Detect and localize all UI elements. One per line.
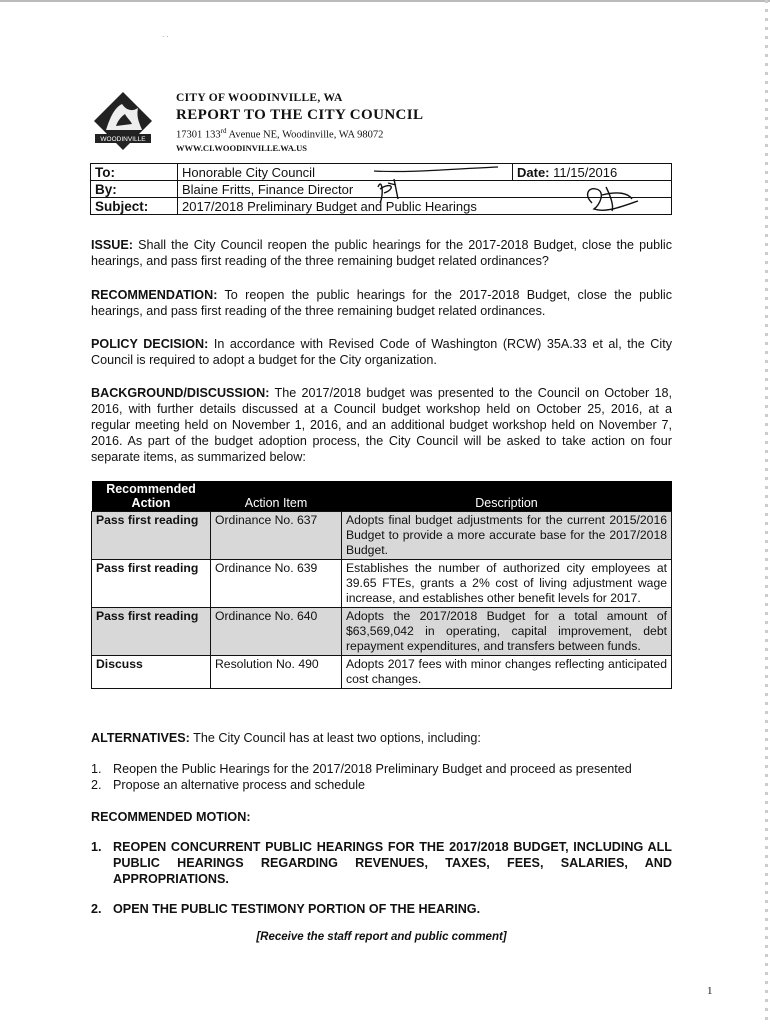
- motion-text: REOPEN CONCURRENT PUBLIC HEARINGS FOR THE 2017/2018 BUDGET, INCLUDING ALL PUBLIC HEARINGS REGARDING REVENUES, TAXES, FEES, SALARIES, AND APPROPRIATIONS.: [113, 840, 672, 886]
- alternative-text: Reopen the Public Hearings for the 2017/2018 Preliminary Budget and proceed as presented: [113, 762, 632, 776]
- recommendation-text: To reopen the public hearings for the 2017-2018 Budget, close the public hearings, and pass first reading of the three remaining budget related ordinances.: [91, 288, 672, 318]
- list-item: 2. OPEN THE PUBLIC TESTIMONY PORTION OF THE HEARING.: [91, 902, 481, 916]
- table-row: [92, 560, 672, 608]
- date-value: 11/15/2016: [553, 164, 618, 180]
- city-name: CITY OF WOODINVILLE, WA: [176, 92, 343, 104]
- policy-paragraph: [91, 336, 672, 368]
- row-item: Ordinance No. 637: [211, 512, 342, 560]
- alternatives-label: ALTERNATIVES:: [91, 731, 190, 745]
- row-action: Pass first reading: [92, 512, 211, 560]
- table-row: [92, 512, 672, 560]
- date-label: Date:: [517, 164, 550, 180]
- motion-text: OPEN THE PUBLIC TESTIMONY PORTION OF THE HEARING.: [113, 902, 481, 916]
- alternatives-intro: The City Council has at least two options, including:: [193, 731, 481, 745]
- city-website: WWW.CI.WOODINVILLE.WA.US: [176, 142, 307, 153]
- background-text: The 2017/2018 budget was presented to the Council on October 18, 2016, with further details discussed at a Council budget workshop held on October 25, 2016, at a regular meeting held on November 1, 2016, and an additional budget workshop held on November 7, 2016. As part of the budget adoption process, the City Council will be asked to take action on four separate items, as summarized below:: [91, 386, 672, 464]
- city-address: 17301 133rd Avenue NE, Woodinville, WA 98072: [176, 127, 384, 141]
- scan-edge: [765, 0, 768, 1024]
- recommendation-paragraph: [91, 287, 672, 319]
- motion-label: RECOMMENDED MOTION:: [91, 810, 251, 824]
- row-item: Resolution No. 490: [211, 656, 342, 689]
- city-logo-icon: [92, 90, 154, 152]
- motion-list: [91, 839, 672, 917]
- policy-text: In accordance with Revised Code of Washington (RCW) 35A.33 et al, the City Council is required to adopt a budget for the City organization.: [91, 337, 672, 367]
- background-paragraph: [91, 385, 672, 465]
- handwritten-initials-icon: [370, 165, 670, 225]
- scan-top-line: [0, 0, 770, 2]
- list-item: 2. Propose an alternative process and schedule: [91, 778, 366, 792]
- alternatives-list: [91, 761, 672, 793]
- page-number: 1: [707, 985, 713, 997]
- table-row: [92, 608, 672, 656]
- subject-label: Subject:: [91, 198, 178, 215]
- row-action: Pass first reading: [92, 560, 211, 608]
- subject-value: 2017/2018 Preliminary Budget and Public Hearings: [178, 198, 672, 215]
- row-description: Adopts final budget adjustments for the current 2015/2016 Budget to provide a more accurate base for the 2017/2018 Budget.: [342, 512, 672, 560]
- alternatives-paragraph: [91, 730, 672, 746]
- staff-report-note: [Receive the staff report and public comment]: [256, 931, 507, 943]
- list-item: 1. REOPEN CONCURRENT PUBLIC HEARINGS FOR THE 2017/2018 BUDGET, INCLUDING ALL PUBLIC HEARINGS REGARDING REVENUES, TAXES, FEES, SALARIES, AND APPROPRIATIONS.: [91, 840, 672, 886]
- org-header: [176, 92, 423, 153]
- list-item: 1. Reopen the Public Hearings for the 2017/2018 Preliminary Budget and proceed as presented: [91, 762, 632, 776]
- table-row: [92, 656, 672, 689]
- scan-speck: . .: [162, 30, 169, 39]
- policy-label: POLICY DECISION:: [91, 337, 209, 351]
- by-value: Blaine Fritts, Finance Director: [178, 181, 672, 198]
- col-header-action: Recommended Action: [92, 481, 211, 512]
- recommendation-label: RECOMMENDATION:: [91, 288, 218, 302]
- background-label: BACKGROUND/DISCUSSION:: [91, 386, 270, 400]
- to-label: To:: [91, 164, 178, 181]
- col-header-description: Description: [342, 481, 672, 512]
- row-description: Adopts the 2017/2018 Budget for a total amount of $63,569,042 in operating, capital improvement, debt repayment expenditures, and transfers between funds.: [342, 608, 672, 656]
- issue-paragraph: [91, 237, 672, 269]
- to-value: Honorable City Council: [178, 164, 513, 181]
- logo-text: WOODINVILLE: [100, 136, 146, 143]
- row-item: Ordinance No. 640: [211, 608, 342, 656]
- report-title: REPORT TO THE CITY COUNCIL: [176, 107, 424, 123]
- row-description: Adopts 2017 fees with minor changes reflecting anticipated cost changes.: [342, 656, 672, 689]
- row-item: Ordinance No. 639: [211, 560, 342, 608]
- row-action: Pass first reading: [92, 608, 211, 656]
- issue-text: Shall the City Council reopen the public hearings for the 2017-2018 Budget, close the public hearings, and pass first reading of the three remaining budget related ordinances?: [91, 238, 673, 268]
- col-header-item: Action Item: [211, 481, 342, 512]
- issue-label: ISSUE:: [91, 238, 133, 252]
- by-label: By:: [91, 181, 178, 198]
- alternative-text: Propose an alternative process and schedule: [113, 778, 366, 792]
- row-action: Discuss: [92, 656, 211, 689]
- budget-actions-table: [91, 481, 672, 689]
- row-description: Establishes the number of authorized city employees at 39.65 FTEs, grants a 2% cost of living adjustment wage increase, and establishes other benefit levels for 2017.: [342, 560, 672, 608]
